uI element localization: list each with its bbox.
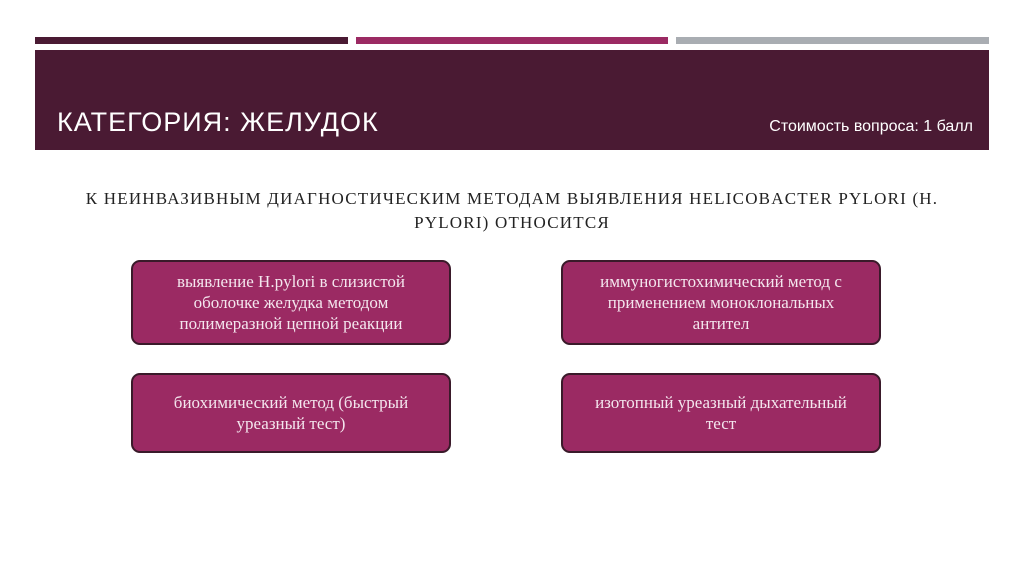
category-title: КАТЕГОРИЯ: ЖЕЛУДОК [57,107,379,137]
title-banner [35,50,989,150]
answer-option-3[interactable] [131,373,451,453]
answer-option-2[interactable] [561,260,881,345]
answer-option-label: биохимический метод (быстрый уреазный тест) [173,393,409,433]
answer-option-label: выявление H.pylori в слизистой оболочке желудка методом полимеразной цепной реакции [176,272,406,333]
decor-stripe-grey [676,37,989,44]
answer-option-1[interactable] [131,260,451,345]
answer-option-label: иммуногистохимический метод с применением моноклональных антител [600,272,842,333]
answer-option-4[interactable] [561,373,881,453]
decor-stripe-dark [35,37,348,44]
question-cost: Стоимость вопроса: 1 балл [769,118,973,135]
decor-stripe-accent [356,37,668,44]
answer-option-label: изотопный уреазный дыхательный тест [595,393,847,433]
question-text: К НЕИНВАЗИВНЫМ ДИАГНОСТИЧЕСКИМ МЕТОДАМ ВЫЯВЛЕНИЯ HELICOBACTER PYLORI (H. PYLORI) ОТНОСИТСЯ [85,189,939,232]
